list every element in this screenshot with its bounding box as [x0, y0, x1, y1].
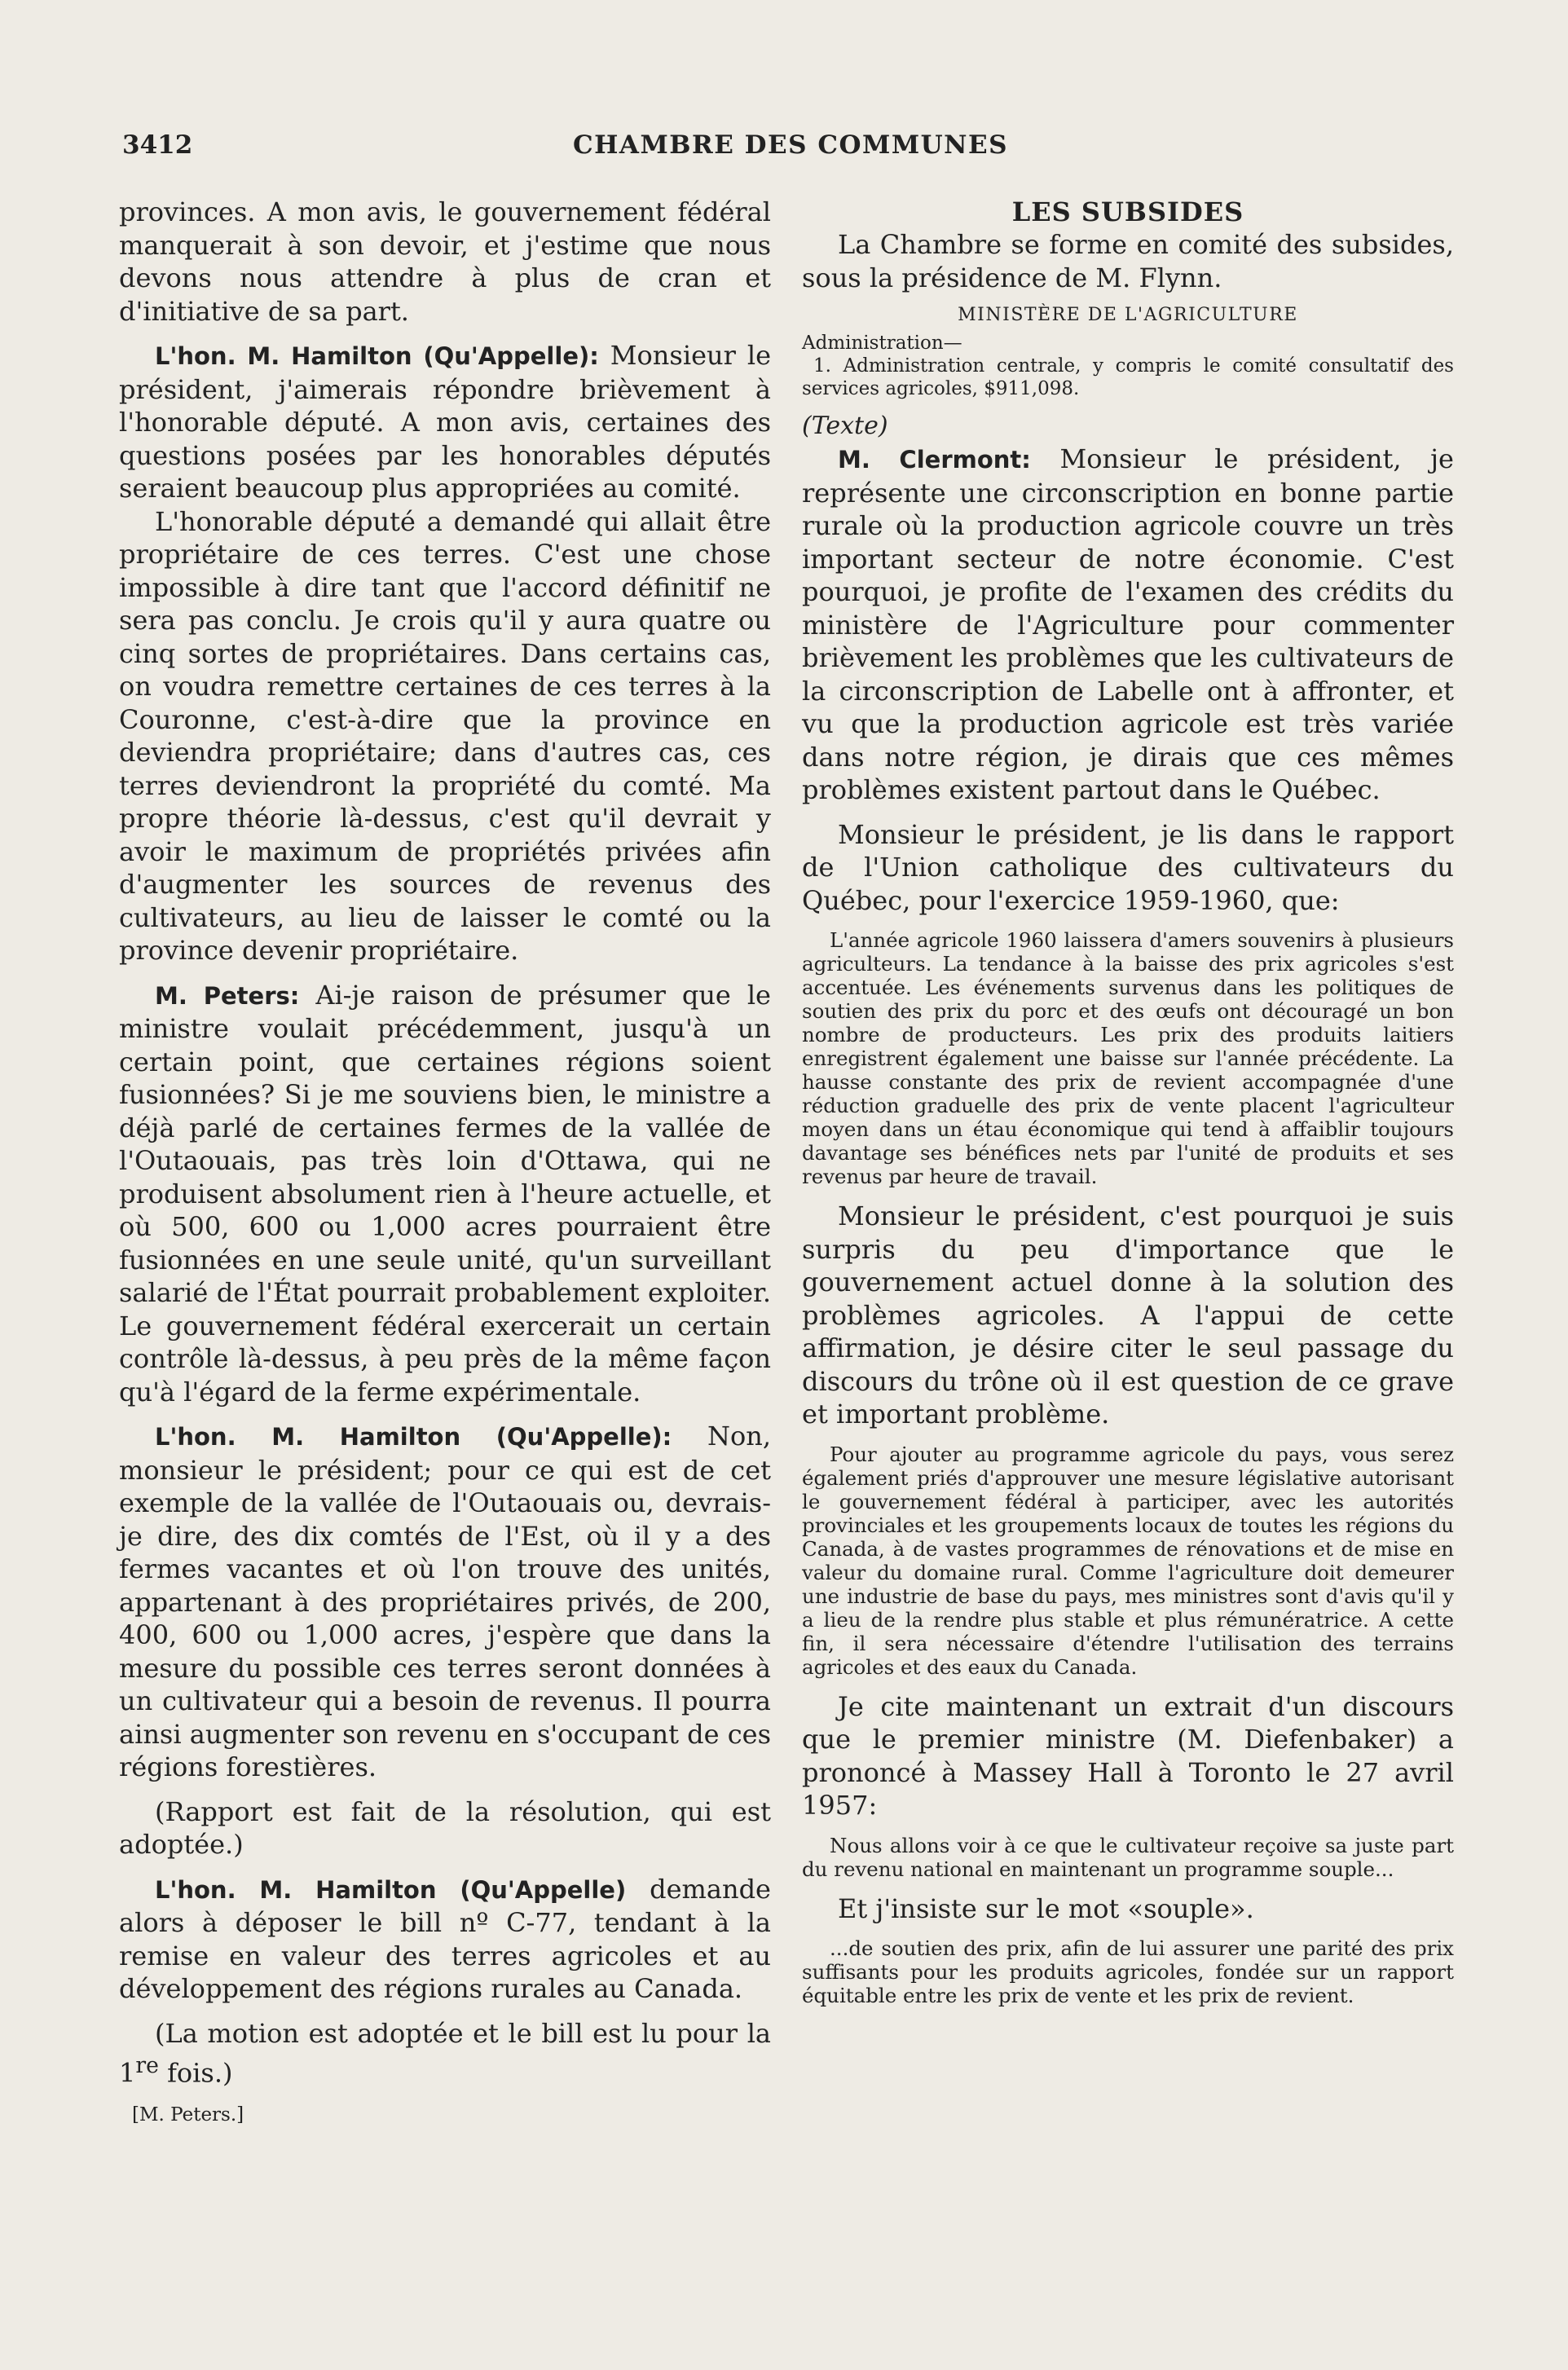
quotation: Nous allons voir à ce que le cultivateur reçoive sa juste part du revenu national en maintenant un programme souple... — [802, 1833, 1454, 1881]
ministry-heading: MINISTÈRE DE L'AGRICULTURE — [958, 305, 1298, 325]
subheading: Administration— — [802, 333, 962, 354]
speaker-name: M. Clermont: — [838, 446, 1031, 474]
paragraph: (Rapport est fait de la résolution, qui est adoptée.) — [119, 1795, 771, 1860]
quotation: ...de soutien des prix, afin de lui assurer une parité des prix suffisants pour les produits agricoles, fondée sur un rapport équitable entre les prix de vente et les prix de revient. — [802, 1936, 1454, 2007]
text-label: (Texte) — [802, 412, 888, 440]
paragraph: Monsieur le président, je lis dans le rapport de l'Union catholique des cultivateurs du Québec, pour l'exercice 1959-1960, que: — [802, 818, 1454, 916]
page-number: 3412 — [122, 130, 193, 160]
speech-text: Non, monsieur le président; pour ce qui est de cet exemple de la vallée de l'Outaouais ou, devrais-je dire, des dix comtés de l'Est, où il y a des fermes vacantes et où l'on trouve des unités, appartenant à des propriétaires privés, de 200, 400, 600 ou 1,000 acres, j'espère que dans la mesure du possible ces terres seront données à un cultivateur qui a besoin de revenus. Il pourra ainsi augmenter son revenu en s'occupant de ces régions forestières. — [119, 1421, 771, 1782]
speech-text: (La motion est adoptée et le bill est lu pour la 1 — [119, 2017, 771, 2089]
speech-text: Ai-je raison de présumer que le ministre voulait précédemment, jusqu'à un certain point, que certaines régions soient fusionnées? Si je me souviens bien, le ministre a déjà parlé de certaines fermes de la vallée de l'Outaouais, pas très loin d'Ottawa, qui ne produisent absolument rien à l'heure actuelle, et où 500, 600 ou 1,000 acres pourraient être fusionnées en une seule unité, qu'un surveillant salarié de l'État pourrait probablement exploiter. Le gouvernement fédéral exercerait un certain contrôle là-dessus, à peu près de la même façon qu'à l'égard de la ferme expérimentale. — [119, 979, 771, 1407]
page-header — [122, 130, 1459, 171]
left-column — [119, 196, 771, 2126]
quotation: L'année agricole 1960 laissera d'amers souvenirs à plusieurs agriculteurs. La tendance à la baisse des prix agricoles s'est accentuée. Les événements survenus dans les politiques de soutien des prix du porc et des œufs ont découragé un bon nombre de producteurs. Les prix des produits laitiers enregistrent également une baisse sur l'année précédente. La hausse constante des prix de revient accompagnée d'une réduction graduelle des prix de vente placent l'agriculteur moyen dans un étau économique qui tend à affaiblir toujours davantage ses bénéfices nets par l'unité de produits et ses revenus par heure de travail. — [802, 928, 1454, 1188]
speech-text: demande alors à déposer le bill nº C-77, tendant à la remise en valeur des terres agricoles et au développement des régions rurales au Canada. — [119, 1873, 771, 2004]
paragraph: La Chambre se forme en comité des subsides, sous la présidence de M. Flynn. — [802, 229, 1454, 293]
running-title: CHAMBRE DES COMMUNES — [572, 130, 1009, 160]
section-heading: LES SUBSIDES — [1011, 196, 1244, 227]
paragraph: Monsieur le président, c'est pourquoi je suis surpris du peu d'importance que le gouvernement actuel donne à la solution des problèmes agricoles. A l'appui de cette affirmation, je désire citer le seul passage du discours du trône où il est question de ce grave et important problème. — [802, 1200, 1454, 1429]
vote-item: 1. Administration centrale, y compris le comité consultatif des services agricoles, $911,098. — [802, 355, 1454, 399]
speech-text: Monsieur le président, j'aimerais répondre brièvement à l'honorable député. A mon avis, certaines des questions posées par les honorables députés seraient beaucoup plus appropriées au comité. — [119, 340, 771, 504]
superscript: re — [135, 2053, 159, 2078]
quotation: Pour ajouter au programme agricole du pays, vous serez également priés d'approuver une mesure législative autorisant le gouvernement fédéral à participer, avec les autorités provinciales et les groupements locaux de toutes les régions du Canada, à de vastes programmes de rénovations et de mise en valeur du domaine rural. Comme l'agriculture doit demeurer une industrie de base du pays, mes ministres sont d'avis qu'il y a lieu de la rendre plus stable et plus rémunératrice. A cette fin, il sera nécessaire d'étendre l'utilisation des terrains agricoles et des eaux du Canada. — [802, 1442, 1454, 1679]
paragraph — [119, 1873, 771, 2006]
paragraph — [119, 2017, 771, 2090]
paragraph: Je cite maintenant un extrait d'un discours que le premier ministre (M. Diefenbaker) a prononcé à Massey Hall à Toronto le 27 avril 1957: — [802, 1690, 1454, 1821]
paragraph — [119, 339, 771, 505]
speaker-name: L'hon. M. Hamilton (Qu'Appelle): — [155, 342, 599, 370]
paragraph — [119, 1420, 771, 1784]
speaker-name: M. Peters: — [155, 981, 300, 1010]
speaker-name: L'hon. M. Hamilton (Qu'Appelle) — [155, 1875, 627, 1904]
paragraph — [119, 979, 771, 1409]
speech-text: Monsieur le président, je représente une circonscription en bonne partie rurale où la production agricole couvre un très important secteur de notre économie. C'est pourquoi, je profite de l'examen des crédits du ministère de l'Agriculture pour commenter brièvement les problèmes que les cultivateurs de la circonscription de Labelle ont à affronter, et vu que la production agricole est très variée dans notre région, je dirais que ces mêmes problèmes existent partout dans le Québec. — [802, 443, 1454, 805]
paragraph: provinces. A mon avis, le gouvernement fédéral manquerait à son devoir, et j'estime que nous devons nous attendre à plus de cran et d'initiative de sa part. — [119, 196, 771, 327]
paragraph: L'honorable député a demandé qui allait être propriétaire de ces terres. C'est une chose impossible à dire tant que l'accord définitif ne sera pas conclu. Je crois qu'il y aura quatre ou cinq sortes de propriétaires. Dans certains cas, on voudra remettre certaines de ces terres à la Couronne, c'est-à-dire que la province en deviendra propriétaire; dans d'autres cas, ces terres deviendront la propriété du comté. Ma propre théorie là-dessus, c'est qu'il devrait y avoir le maximum de propriétés privées afin d'augmenter les sources de revenus des cultivateurs, au lieu de laisser le comté ou la province devenir propriétaire. — [119, 505, 771, 966]
speaker-attribution: [M. Peters.] — [132, 2104, 244, 2126]
paragraph — [802, 443, 1454, 807]
right-column — [802, 196, 1454, 2007]
speech-text: fois.) — [158, 2057, 233, 2089]
paragraph: Et j'insiste sur le mot «souple». — [838, 1892, 1254, 1924]
speaker-name: L'hon. M. Hamilton (Qu'Appelle): — [155, 1423, 672, 1451]
